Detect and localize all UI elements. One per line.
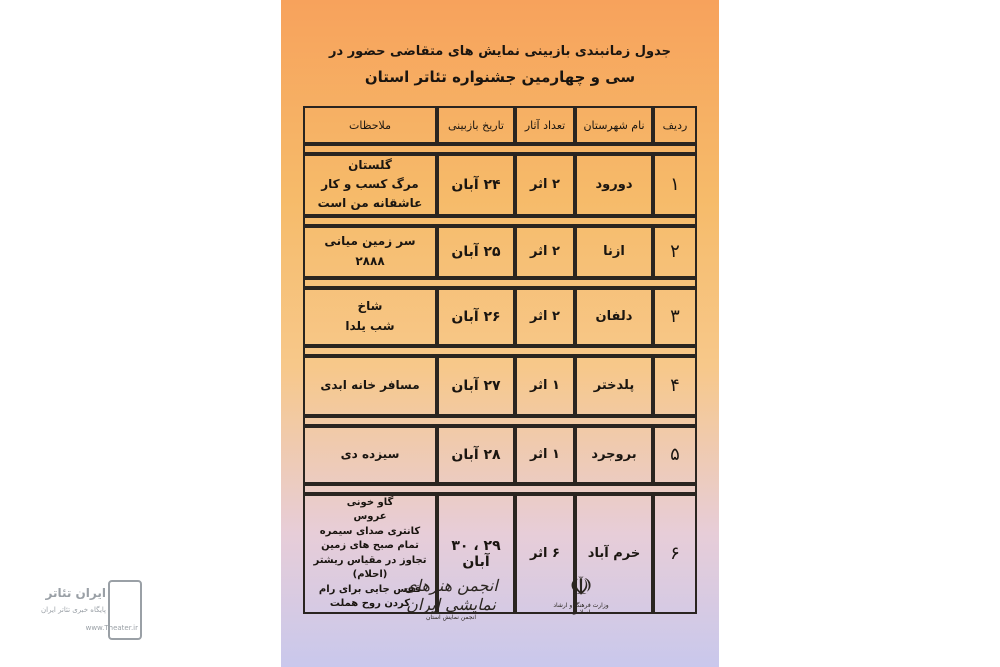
table-body	[303, 144, 697, 614]
table-row	[303, 226, 697, 278]
watermark	[30, 580, 150, 640]
table-row	[303, 154, 697, 216]
note-line: شاخ	[357, 299, 383, 314]
row-notes	[303, 226, 437, 278]
row-gap	[303, 216, 697, 226]
row-notes	[303, 288, 437, 346]
association-caption: انجمن نمایش استان	[425, 614, 477, 621]
table-header-row	[303, 106, 697, 144]
poster-title-line1: جدول زمانبندی بازبینی نمایش های متقاضی حضور در	[329, 44, 671, 59]
association-name: انجمن هنرهای نمایشی ایران	[404, 576, 498, 614]
note-line: تجاوز در مقیاس ریشتر (احلام)	[313, 554, 427, 581]
note-line: تمام صبح های زمین	[321, 540, 419, 552]
row-count: ۱ اثر	[515, 356, 575, 416]
note-line: عروس	[353, 511, 387, 523]
watermark-subtitle: پایگاه خبری تئاتر ایران	[41, 606, 106, 614]
note-line: مسافر خانه ابدی	[320, 377, 420, 392]
row-date: ۲۴ آبان	[437, 154, 515, 216]
table-row	[303, 426, 697, 484]
row-city: بروجرد	[575, 426, 653, 484]
row-city: دلفان	[575, 288, 653, 346]
header-index: ردیف	[653, 106, 697, 144]
poster-title-line2: سی و چهارمین جشنواره تئاتر استان	[364, 68, 636, 86]
row-count: ۲ اثر	[515, 226, 575, 278]
note-line: ۲۸۸۸	[355, 253, 385, 268]
header-date: تاریخ بازبینی	[437, 106, 515, 144]
table-row	[303, 356, 697, 416]
row-date: ۲۵ آبان	[437, 226, 515, 278]
schedule-table	[303, 106, 697, 614]
row-gap	[303, 484, 697, 494]
row-gap	[303, 278, 697, 288]
note-line: گاو خونی	[346, 496, 394, 508]
note-line: سیزده دی	[340, 446, 400, 461]
row-gap	[303, 346, 697, 356]
row-count: ۶ اثر	[515, 494, 575, 614]
row-index: ۲	[653, 226, 697, 278]
note-line: مرگ کسب و کار عاشقانه من است	[317, 177, 423, 211]
iran-emblem-icon: ☫	[569, 572, 593, 602]
row-city: خرم آباد	[575, 494, 653, 614]
poster	[281, 0, 719, 667]
row-city: ازنا	[575, 226, 653, 278]
row-index: ۱	[653, 154, 697, 216]
row-count: ۱ اثر	[515, 426, 575, 484]
watermark-name: ایران تئاتر	[45, 586, 106, 600]
row-count: ۲ اثر	[515, 288, 575, 346]
note-line: گلستان	[348, 158, 392, 172]
note-line: سر زمین میانی	[324, 234, 416, 249]
watermark-url: www.Theater.ir	[85, 624, 138, 632]
ministry-logo	[551, 572, 611, 616]
row-date: ۲۷ آبان	[437, 356, 515, 416]
ministry-caption: وزارت فرهنگ و ارشاد اسلامی	[553, 602, 609, 616]
row-notes	[303, 154, 437, 216]
row-notes	[303, 426, 437, 484]
table-row	[303, 288, 697, 346]
row-gap	[303, 416, 697, 426]
logos-area	[281, 572, 719, 632]
association-logo	[381, 576, 521, 621]
header-city: نام شهرستان	[575, 106, 653, 144]
row-index: ۳	[653, 288, 697, 346]
row-city: دورود	[575, 154, 653, 216]
row-index: ۵	[653, 426, 697, 484]
header-notes: ملاحظات	[303, 106, 437, 144]
row-date: ۲۶ آبان	[437, 288, 515, 346]
row-date: ۲۹ ، ۳۰ آبان	[437, 494, 515, 614]
note-line: کانتری صدای سیمره	[319, 525, 421, 537]
row-notes	[303, 356, 437, 416]
note-line: شب یلدا	[345, 318, 395, 333]
row-city: پلدختر	[575, 356, 653, 416]
row-date: ۲۸ آبان	[437, 426, 515, 484]
header-count: تعداد آثار	[515, 106, 575, 144]
row-index: ۴	[653, 356, 697, 416]
row-index: ۶	[653, 494, 697, 614]
row-count: ۲ اثر	[515, 154, 575, 216]
note-line: قفس جایی برای رام کردن روح هملت	[318, 583, 422, 610]
row-gap	[303, 144, 697, 154]
